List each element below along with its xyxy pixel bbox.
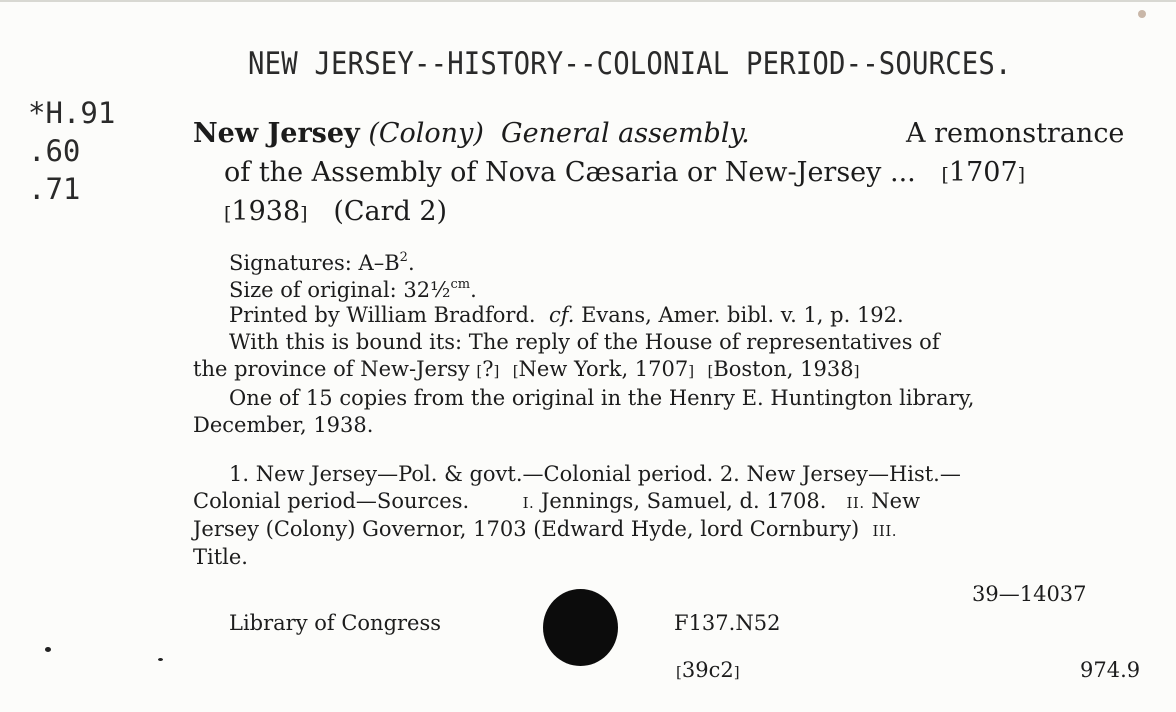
- title-start: A remonstrance: [906, 118, 1125, 149]
- main-entry-line-3: [1938] (Card 2): [224, 196, 448, 227]
- main-entry-line-1: [193, 118, 750, 149]
- imprint-date: 1707: [948, 157, 1018, 188]
- call-number-line-1: *H.91: [28, 96, 116, 130]
- library-name: Library of Congress: [229, 611, 442, 635]
- author-qualifier: (Colony): [368, 118, 484, 149]
- dewey-number: 974.9: [1080, 658, 1141, 682]
- tracing-line-2: Colonial period—Sources. I. Jennings, Samuel, d. 1708. II. New: [193, 489, 921, 513]
- copies-note-2: December, 1938.: [193, 413, 374, 437]
- copies-note-1: One of 15 copies from the original in the Henry E. Huntington library,: [229, 386, 975, 410]
- ink-speck: [158, 658, 163, 661]
- lc-card-number: 39—14037: [972, 582, 1087, 606]
- printer-note: Printed by William Bradford. cf. Evans, Amer. bibl. v. 1, p. 192.: [229, 303, 904, 327]
- tracing-line-4: Title.: [193, 545, 248, 569]
- call-number-line-3: .71: [28, 172, 81, 206]
- size-note: Size of original: 32½$^{cm}$.: [229, 277, 477, 302]
- call-number-line-2: .60: [28, 134, 81, 168]
- print-code: [39c2]: [676, 658, 740, 682]
- bound-with-note-1: With this is bound its: The reply of the House of representatives of: [229, 330, 940, 354]
- subject-heading: NEW JERSEY--HISTORY--COLONIAL PERIOD--SOURCES.: [248, 46, 1012, 82]
- main-entry-line-2: of the Assembly of Nova Cæsaria or New-Jersey ... [1707]: [224, 157, 1026, 188]
- bound-with-note-2: the province of New-Jersy [?] [New York, 1707] [Boston, 1938]: [193, 357, 860, 381]
- punch-hole: [543, 589, 618, 666]
- title-text: of the Assembly of Nova Cæsaria or New-Jersey ...: [224, 157, 916, 188]
- lc-classification: F137.N52: [674, 611, 781, 635]
- card-sequence: (Card 2): [333, 196, 448, 227]
- author-subdivision: General assembly.: [501, 118, 750, 149]
- ink-speck: [1138, 10, 1146, 18]
- author-name: New Jersey: [193, 118, 360, 149]
- signatures-note: Signatures: $A-B^2$.: [229, 250, 415, 275]
- tracing-line-3: Jersey (Colony) Governor, 1703 (Edward Hyde, lord Cornbury) III.: [193, 517, 898, 541]
- tracing-line-1: 1. New Jersey—Pol. & govt.—Colonial period. 2. New Jersey—Hist.—: [229, 462, 961, 486]
- reprint-year: 1938: [231, 196, 301, 227]
- ink-speck: [45, 647, 51, 652]
